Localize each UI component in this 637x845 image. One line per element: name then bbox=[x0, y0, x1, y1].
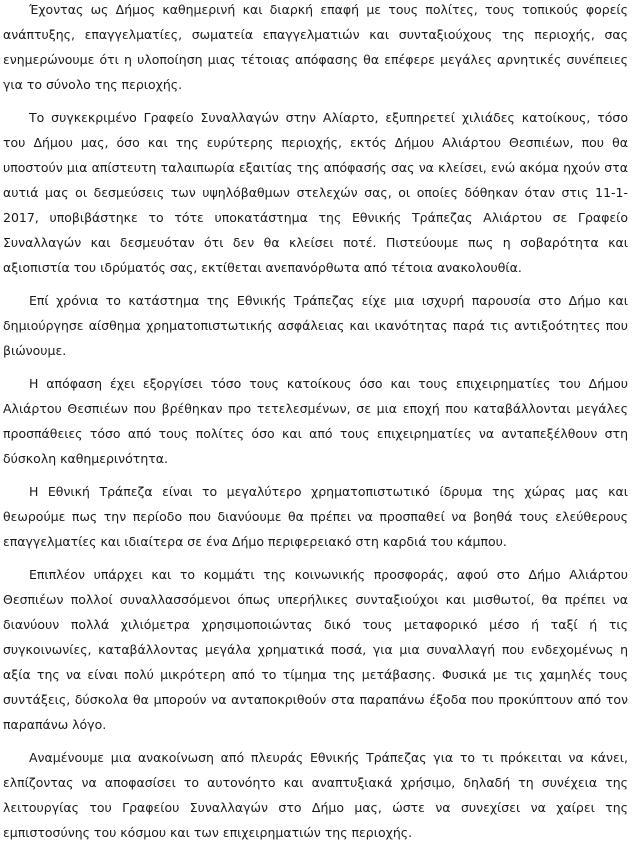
paragraph-4: Η απόφαση έχει εξοργίσει τόσο τους κατοίκους όσο και τους επιχειρηματίες του Δήμου Αλιάρτου Θεσπιέων που βρέθηκαν προ τετελεσμένων, σε μια εποχή που καταβάλλονται μεγάλες προσπάθειες τόσο από τους πολίτες όσο και από τους επιχειρηματίες να ανταπεξέλθουν στη δύσκολη καθημερινότητα. bbox=[3, 376, 628, 466]
paragraph-5: Η Εθνική Τράπεζα είναι το μεγαλύτερο χρηματοπιστωτικό ίδρυμα της χώρας μας και θεωρούμε πως την περίοδο που διανύουμε θα πρέπει να προσπαθεί να βοηθά τους ελεύθερους επαγγελματίες και ιδιαίτερα σε ένα Δήμο περιφερειακό στη καρδιά του κάμπου. bbox=[3, 484, 628, 549]
paragraph-2: Το συγκεκριμένο Γραφείο Συναλλαγών στην Αλίαρτο, εξυπηρετεί χιλιάδες κατοίκους, τόσο του Δήμου μας, όσο και της ευρύτερης περιοχής, εκτός Δήμου Αλιάρτου Θεσπιέων, που θα υποστούν μια απίστευτη ταλαιπωρία εξαιτίας της απόφασής σας να κλείσει, ενώ ακόμα ηχούν στα αυτιά μας οι δεσμεύσεις των υψηλόβαθμων στελεχών σας, οι οποίες δόθηκαν όταν στις 11-1-2017, υποβιβάστηκε το τότε υποκατάστημα της Εθνικής Τράπεζας Αλιάρτου σε Γραφείο Συναλλαγών και δεσμευόταν ότι δεν θα κλείσει ποτέ. Πιστεύουμε πως η σοβαρότητα και αξιοπιστία του ιδρύματός σας, εκτίθεται ανεπανόρθωτα από τέτοια ανακολουθία. bbox=[3, 110, 628, 275]
paragraph-3: Επί χρόνια το κατάστημα της Εθνικής Τράπεζας είχε μια ισχυρή παρουσία στο Δήμο και δημιούργησε αίσθημα χρηματοπιστωτικής ασφάλειας και ικανότητας παρά τις αντιξοότητες που βιώνουμε. bbox=[3, 293, 628, 358]
paragraph-7: Αναμένουμε μια ανακοίνωση από πλευράς Εθνικής Τράπεζας για το τι πρόκειται να κάνει, ελπίζοντας να αποφασίσει το αυτονόητο και αναπτυξιακά χρήσιμο, δηλαδή τη συνέχεια της λειτουργίας του Γραφείου Συναλλαγών στο Δήμο μας, ώστε να συνεχίσει να χαίρει της εμπιστοσύνης του κόσμου και των επιχειρηματιών της περιοχής. bbox=[3, 750, 628, 840]
paragraph-6: Επιπλέον υπάρχει και το κομμάτι της κοινωνικής προσφοράς, αφού στο Δήμο Αλιάρτου Θεσπιέων πολλοί συναλλασσόμενοι όπως υπερήλικες συνταξιούχοι και μισθωτοί, θα πρέπει να διανύουν πολλά χιλιόμετρα χρησιμοποιώντας δικό τους μεταφορικό μέσο ή ταξί ή τις συγκοινωνίες, καταβάλλοντας μεγάλα χρηματικά ποσά, για μια συναλλαγή που ενδεχομένως η αξία της να είναι πολύ μικρότερη από το τίμημα της μετάβασης. Φυσικά με τις χαμηλές τους συντάξεις, δύσκολα θα μπορούν να ανταποκριθούν στα παραπάνω έξοδα που προκύπτουν από τον παραπάνω λόγο. bbox=[3, 567, 628, 732]
paragraph-1: Έχοντας ως Δήμος καθημερινή και διαρκή επαφή με τους πολίτες, τους τοπικούς φορείς ανάπτυξης, επαγγελματίες, σωματεία επαγγελματιών και συνταξιούχους της περιοχής, σας ενημερώνουμε ότι η υλοποίηση μιας τέτοιας απόφασης θα επέφερε μεγάλες αρνητικές συνέπειες για το σύνολο της περιοχής. bbox=[3, 2, 628, 92]
